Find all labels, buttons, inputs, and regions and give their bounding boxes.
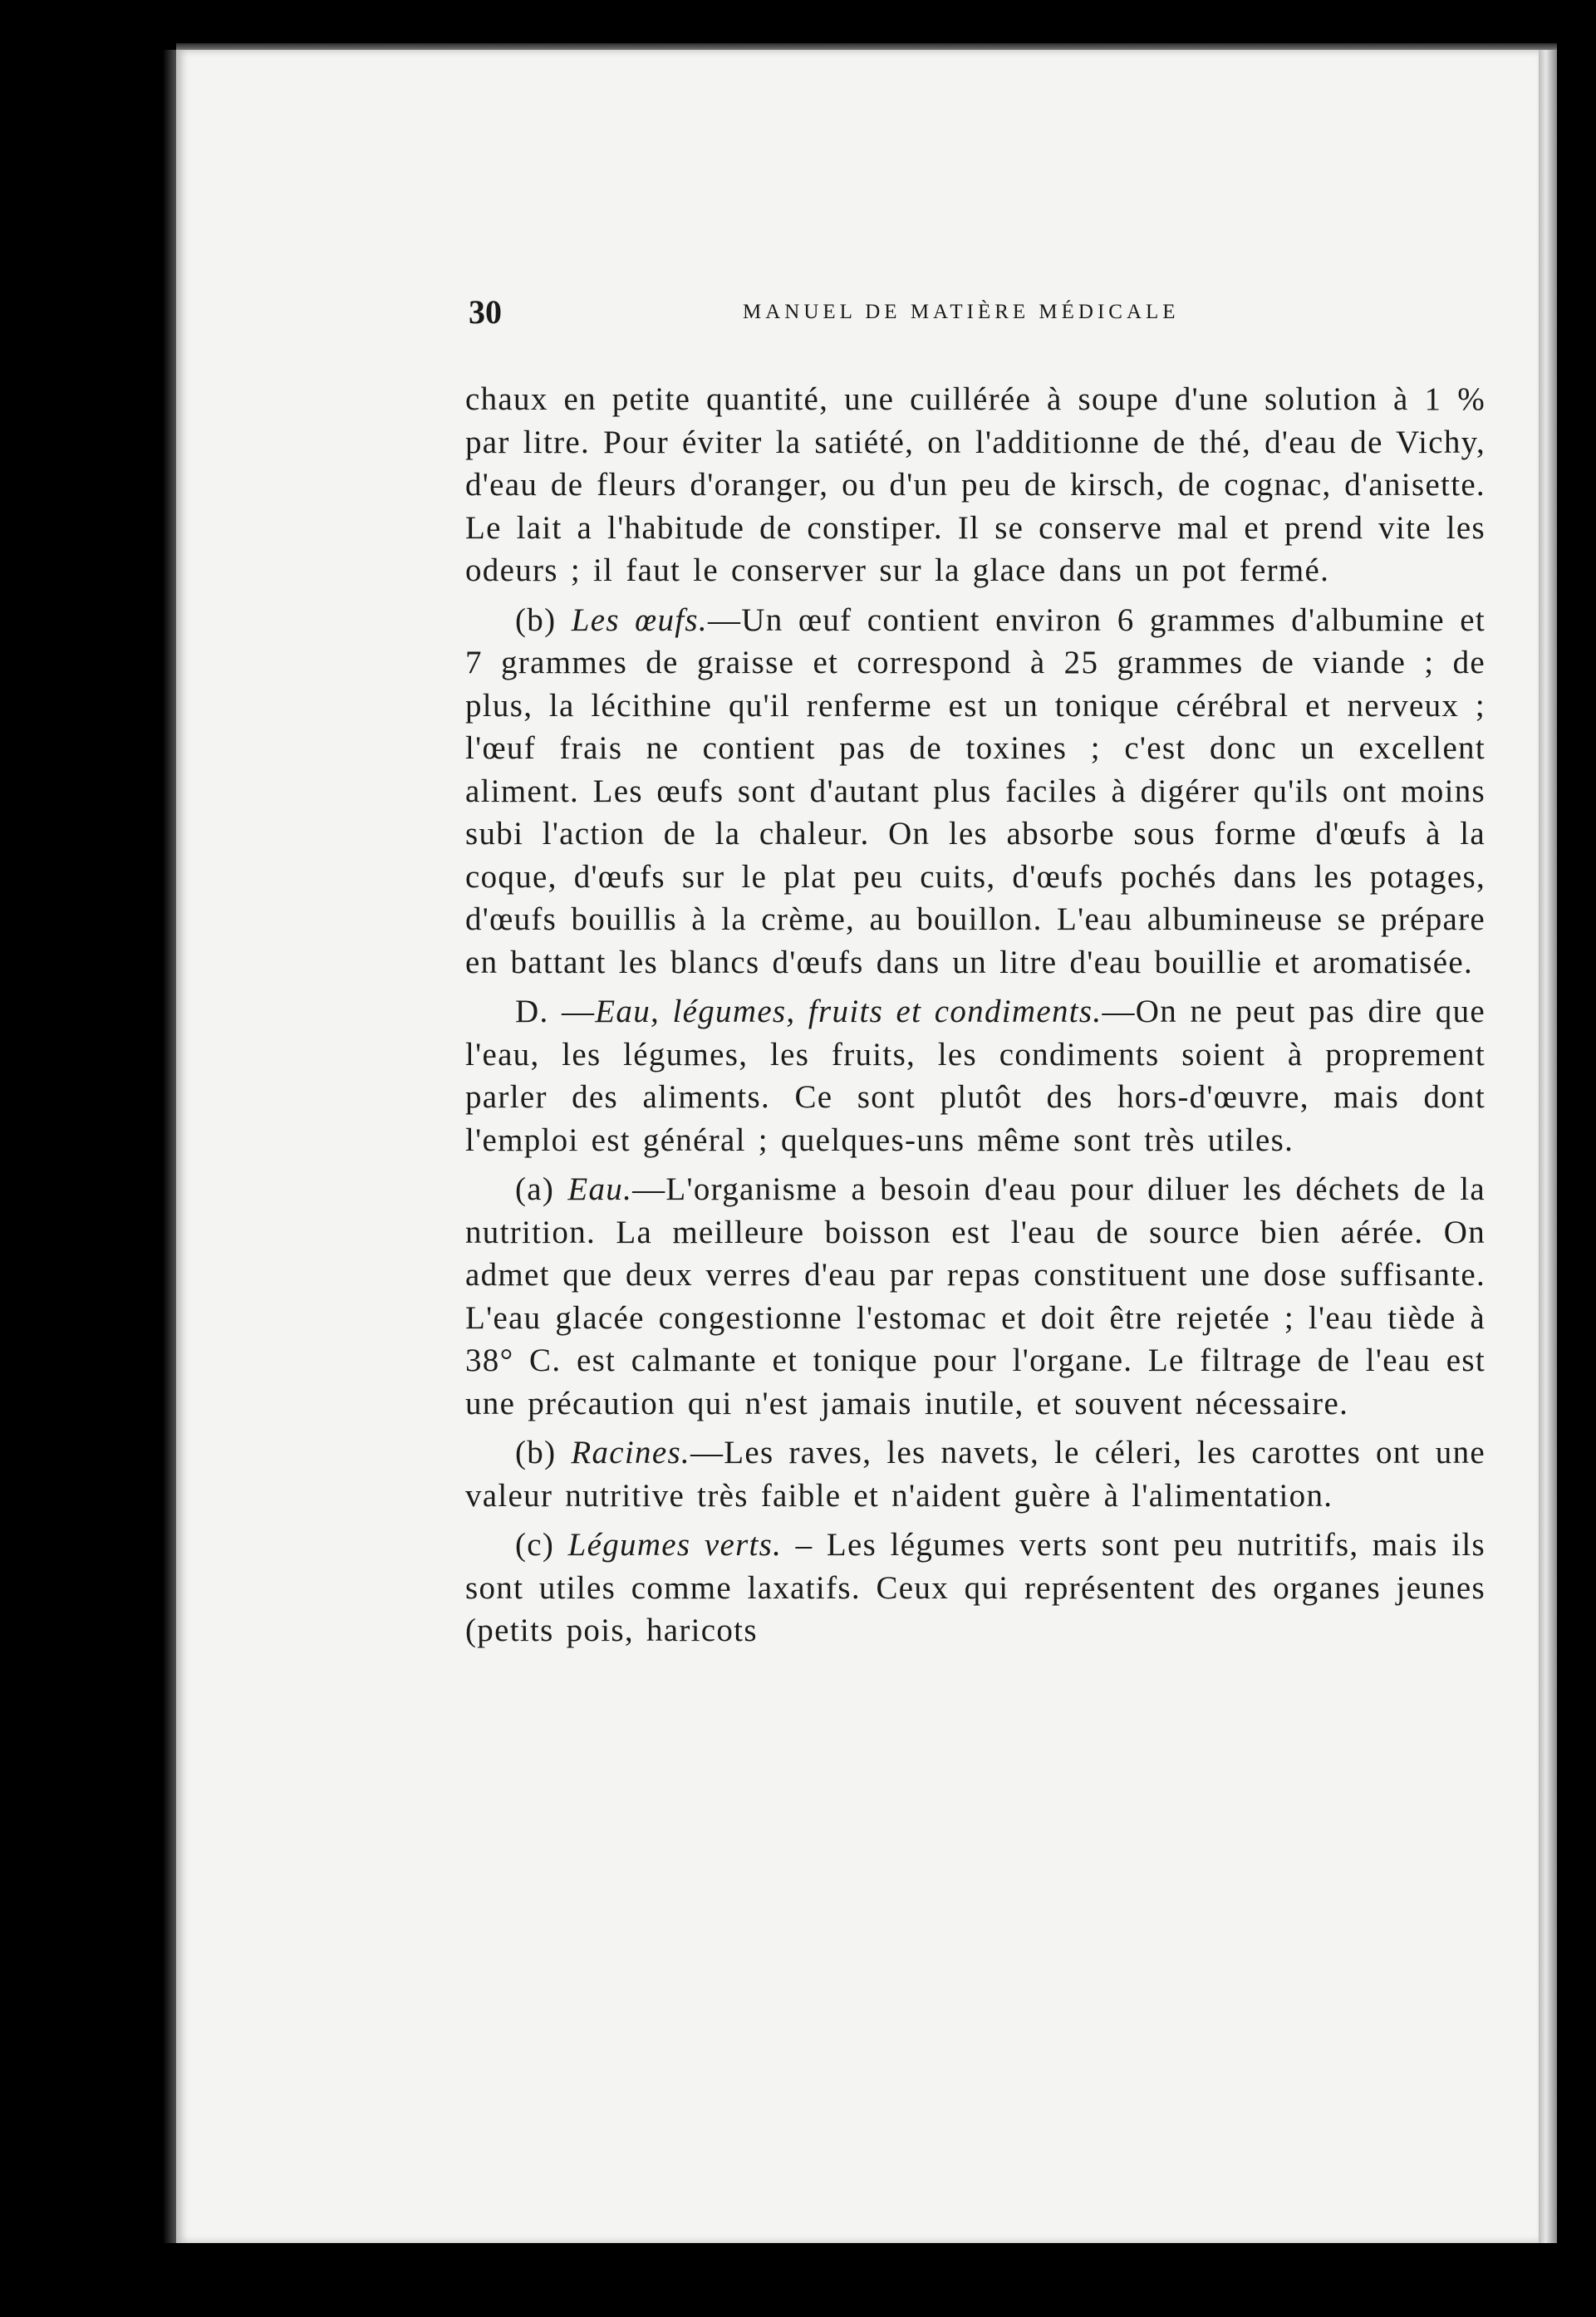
paragraph <box>465 378 1486 592</box>
paragraph-text: —Un œuf contient environ 6 grammes d'albumine et 7 grammes de graisse et correspond à 25 grammes de viande ; de plus, la lécithine qu'il renferme est un tonique cérébral et nerveux ; l'œuf frais ne contient pas de toxines ; c'est donc un excellent aliment. Les œufs sont d'autant plus faciles à digérer qu'ils ont moins subi l'action de la chaleur. On les absorbe sous forme d'œufs à la coque, d'œufs sur le plat peu cuits, d'œufs pochés dans les potages, d'œufs bouillis à la crème, au bouillon. L'eau albumineuse se prépare en battant les blancs d'œufs dans un litre d'eau bouillie et aromatisée. <box>465 601 1486 980</box>
page-number: 30 <box>469 293 502 331</box>
body-text <box>465 378 1486 1659</box>
book-page-edge <box>1539 50 1557 2243</box>
paragraph-text: —L'organisme a besoin d'eau pour diluer les déchets de la nutrition. La meilleure boisson est l'eau de source bien aérée. On admet que deux verres d'eau par repas constituent une dose suffisante. L'eau glacée congestionne l'estomac et doit être rejetée ; l'eau tiède à 38° C. est calmante et tonique pour l'organe. Le filtrage de l'eau est une précaution qui n'est jamais inutile, et souvent nécessaire. <box>465 1171 1486 1421</box>
paragraph <box>465 1431 1486 1517</box>
paragraph-text: chaux en petite quantité, une cuillérée à soupe d'une solution à 1 % par litre. Pour éviter la satiété, on l'additionne de thé, d'eau de Vichy, d'eau de fleurs d'oranger, ou d'un peu de kirsch, de cognac, d'anisette. Le lait a l'habitude de constiper. Il se conserve mal et prend vite les odeurs ; il faut le conserver sur la glace dans un pot fermé. <box>465 381 1486 588</box>
page-header <box>469 292 1299 331</box>
section-heading: Eau, légumes, fruits et condiments. <box>595 994 1102 1029</box>
paragraph-text: —Les raves, les navets, le céleri, les carottes ont une valeur nutritive très faible et n'aident guère à l'alimentation. <box>465 1435 1486 1514</box>
section-label: (b) <box>515 1435 572 1470</box>
running-title: MANUEL DE MATIÈRE MÉDICALE <box>743 301 1180 323</box>
paragraph <box>465 990 1486 1161</box>
section-heading: Racines. <box>571 1435 690 1470</box>
paragraph-text: – Les légumes verts sont peu nutritifs, mais ils sont utiles comme laxatifs. Ceux qui représentent des organes jeunes (petits pois, haricots <box>465 1527 1486 1648</box>
paragraph <box>465 1524 1486 1652</box>
section-label: (b) <box>515 601 572 638</box>
section-heading: Les œufs. <box>571 601 708 638</box>
section-label: (a) <box>515 1171 568 1207</box>
paragraph <box>465 599 1486 984</box>
section-label: (c) <box>515 1527 568 1563</box>
section-heading: Légumes verts. <box>567 1527 783 1563</box>
paragraph <box>465 1168 1486 1425</box>
section-heading: Eau. <box>567 1171 633 1207</box>
section-label: D. — <box>515 994 596 1029</box>
paragraph-text: —On ne peut pas dire que l'eau, les légumes, les fruits, les condiments soient à proprement parler des aliments. Ce sont plutôt des hors-d'œuvre, mais dont l'emploi est général ; quelques-uns même sont très utiles. <box>465 994 1486 1158</box>
